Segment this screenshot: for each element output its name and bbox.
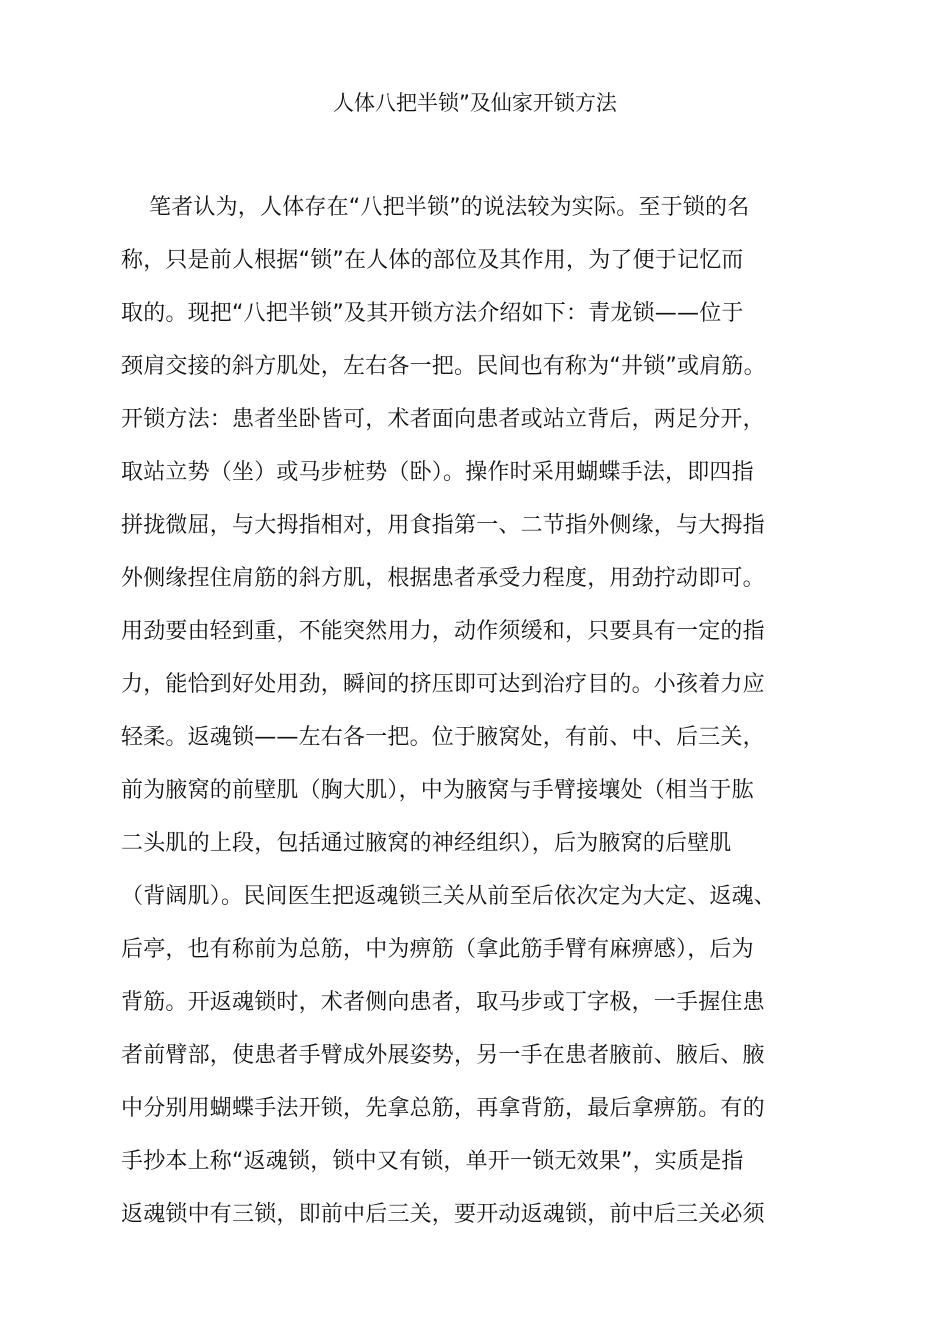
paragraph-line: 后亭，也有称前为总筋，中为痹筋（拿此筋手臂有麻痹感），后为 <box>121 937 754 962</box>
paragraph-line: 轻柔。返魂锁——左右各一把。位于腋窝处，有前、中、后三关， <box>121 725 765 750</box>
paragraph-line: 称，只是前人根据“锁”在人体的部位及其作用，为了便于记忆而 <box>121 248 744 273</box>
paragraph-line: 力，能恰到好处用劲，瞬间的挤压即可达到治疗目的。小孩着力应 <box>121 672 765 697</box>
paragraph-line: 拼拢微屈，与大拇指相对，用食指第一、二节指外侧缘，与大拇指 <box>121 513 765 538</box>
paragraph-line: 笔者认为，人体存在“八把半锁”的说法较为实际。至于锁的名 <box>149 195 750 220</box>
document-title: 人体八把半锁”及仙家开锁方法 <box>333 91 617 115</box>
paragraph-line: 用劲要由轻到重，不能突然用力，动作须缓和，只要具有一定的指 <box>121 619 765 644</box>
paragraph-line: 中分别用蝴蝶手法开锁，先拿总筋，再拿背筋，最后拿痹筋。有的 <box>121 1096 765 1121</box>
paragraph-line: 手抄本上称“返魂锁，锁中又有锁，单开一锁无效果”，实质是指 <box>121 1149 744 1174</box>
paragraph-line: 开锁方法：患者坐卧皆可，术者面向患者或站立背后，两足分开， <box>121 407 765 432</box>
paragraph-line: 者前臂部，使患者手臂成外展姿势，另一手在患者腋前、腋后、腋 <box>121 1043 765 1068</box>
document-body <box>121 181 841 1241</box>
paragraph-line: 取站立势（坐）或马步桩势（卧）。操作时采用蝴蝶手法，即四指 <box>121 460 754 485</box>
paragraph-line: 背筋。开返魂锁时，术者侧向患者，取马步或丁字极，一手握住患 <box>121 990 765 1015</box>
paragraph-line: 外侧缘捏住肩筋的斜方肌，根据患者承受力程度，用劲拧动即可。 <box>121 566 765 591</box>
paragraph-line: 前为腋窝的前壁肌（胸大肌），中为腋窝与手臂接壤处（相当于肱 <box>121 778 754 803</box>
paragraph-line: （背阔肌）。民间医生把返魂锁三关从前至后依次定为大定、返魂、 <box>121 884 777 909</box>
paragraph-line: 取的。现把“八把半锁”及其开锁方法介绍如下：青龙锁——位于 <box>121 301 744 326</box>
paragraph-line: 二头肌的上段，包括通过腋窝的神经组织），后为腋窝的后壁肌 <box>121 831 732 856</box>
paragraph-line: 颈肩交接的斜方肌处，左右各一把。民间也有称为“井锁”或肩筋。 <box>121 354 766 379</box>
paragraph-line: 返魂锁中有三锁，即前中后三关，要开动返魂锁，前中后三关必须 <box>121 1202 765 1227</box>
